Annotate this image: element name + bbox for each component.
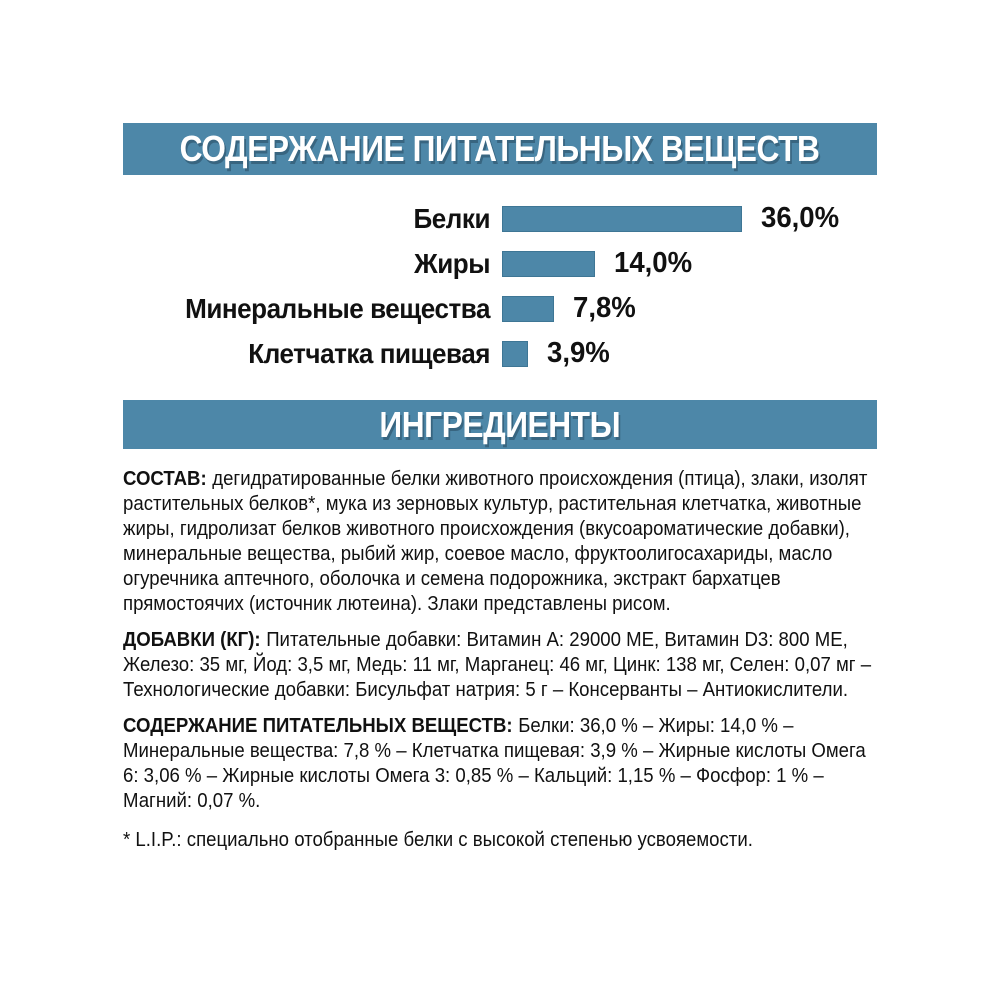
composition-paragraph bbox=[123, 467, 877, 617]
bar-label: Минеральные вещества bbox=[185, 292, 490, 324]
bar bbox=[502, 251, 595, 277]
lip-footnote: * L.I.P.: специально отобранные белки с высокой степенью усвояемости. bbox=[123, 829, 753, 851]
bar bbox=[502, 341, 528, 367]
analysis-lead: СОДЕРЖАНИЕ ПИТАТЕЛЬНЫХ ВЕЩЕСТВ: bbox=[123, 715, 513, 737]
chart-row bbox=[123, 331, 877, 376]
ingredients-text-block bbox=[123, 467, 877, 864]
bar-value-label: 36,0% bbox=[761, 202, 840, 234]
analysis-paragraph bbox=[123, 714, 877, 814]
bar-chart bbox=[123, 196, 877, 376]
bar-label: Клетчатка пищевая bbox=[248, 337, 490, 369]
additives-lead: ДОБАВКИ (КГ): bbox=[123, 629, 261, 651]
bar-label: Белки bbox=[413, 202, 490, 234]
nutrients-banner-title: СОДЕРЖАНИЕ ПИТАТЕЛЬНЫХ ВЕЩЕСТВ bbox=[180, 128, 820, 169]
chart-row bbox=[123, 286, 877, 331]
additives-paragraph bbox=[123, 628, 877, 703]
bar-value-label: 14,0% bbox=[614, 247, 693, 279]
composition-body: дегидратированные белки животного происхождения (птица), злаки, изолят растительных белков*, мука из зерновых культур, растительная клетчатка, животные жиры, гидролизат белков животного происхождения (вкусоароматические добавки), минеральные вещества, рыбий жир, соевое масло, фруктоолигосахариды, масло огуречника аптечного, оболочка и семена подорожника, экстракт бархатцев прямостоячих (источник лютеина). Злаки представлены рисом. bbox=[123, 468, 868, 615]
bar bbox=[502, 296, 554, 322]
bar-label: Жиры bbox=[414, 247, 490, 279]
composition-lead: СОСТАВ: bbox=[123, 468, 207, 490]
ingredients-banner-title: ИНГРЕДИЕНТЫ bbox=[379, 403, 621, 445]
bar-value-label: 3,9% bbox=[547, 337, 610, 369]
bar-value-label: 7,8% bbox=[573, 292, 636, 324]
additives-body: Питательные добавки: Витамин A: 29000 МЕ, Витамин D3: 800 МЕ, Железо: 35 мг, Йод: 3,5 мг, Медь: 11 мг, Марганец: 46 мг, Цинк: 138 мг, Селен: 0,07 мг – Технологические добавки: Бисульфат натрия: 5 г – Консерванты – Антиокислители. bbox=[123, 629, 872, 701]
nutrients-banner bbox=[123, 123, 877, 175]
bar bbox=[502, 206, 742, 232]
analysis-body: Белки: 36,0 % – Жиры: 14,0 % – Минеральные вещества: 7,8 % – Клетчатка пищевая: 3,9 % – Жирные кислоты Омега 6: 3,06 % – Жирные кислоты Омега 3: 0,85 % – Кальций: 1,15 % – Фосфор: 1 % – Магний: 0,07 %. bbox=[123, 715, 866, 812]
chart-row bbox=[123, 241, 877, 286]
chart-row bbox=[123, 196, 877, 241]
ingredients-banner bbox=[123, 400, 877, 449]
